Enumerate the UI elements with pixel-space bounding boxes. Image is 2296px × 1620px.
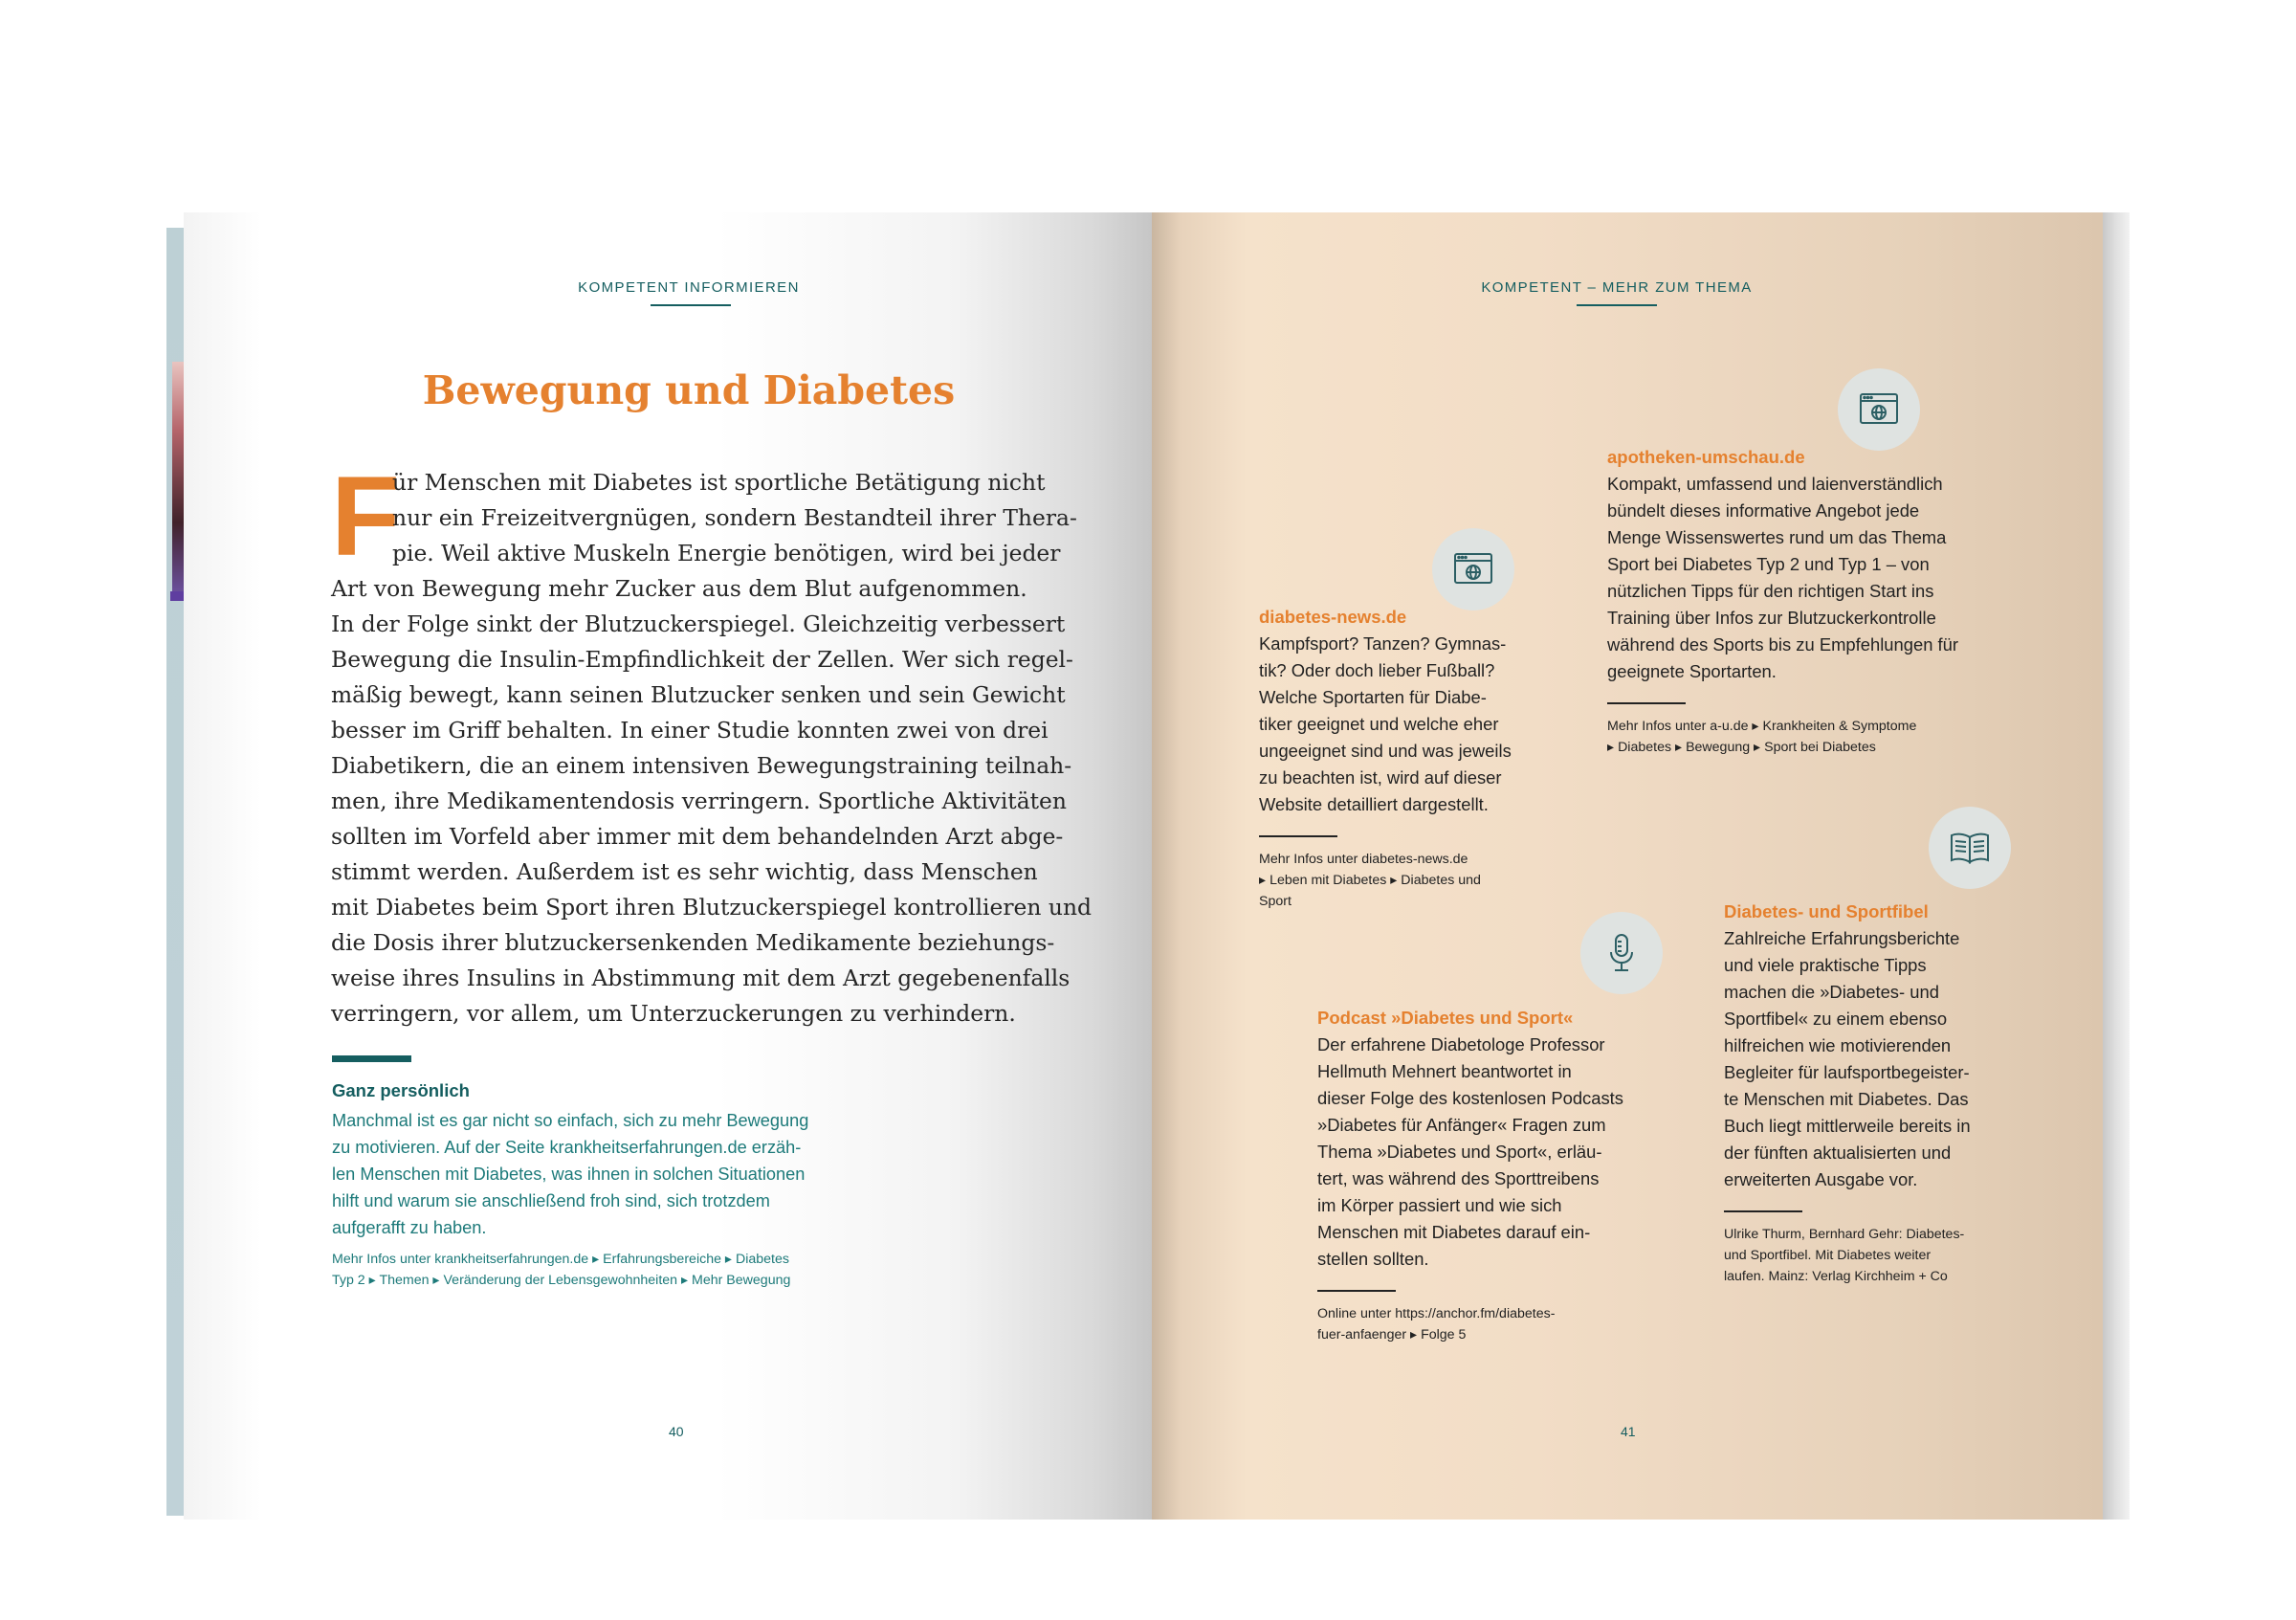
card-more-line: ▸ Diabetes ▸ Bewegung ▸ Sport bei Diabetes — [1607, 740, 1876, 755]
card-line: bündelt dieses informative Angebot jede — [1607, 500, 1920, 521]
card-more-line: Sport — [1259, 894, 1292, 909]
card-line: Training über Infos zur Blutzuckerkontrolle — [1607, 608, 1936, 628]
card-body — [1607, 471, 2047, 685]
box-line: aufgerafft zu haben. — [332, 1218, 487, 1237]
card-title: Podcast »Diabetes und Sport« — [1317, 1008, 1574, 1028]
body-line: nur ein Freizeitvergnügen, sondern Bestandteil ihrer Thera- — [392, 504, 1077, 531]
left-header-rule — [651, 304, 731, 306]
body-line: mäßig bewegt, kann seinen Blutzucker senken und sein Gewicht — [331, 681, 1066, 708]
card-line: dieser Folge des kostenlosen Podcasts — [1317, 1088, 1623, 1108]
book-edge-right — [2103, 212, 2130, 1520]
card-line: Kampfsport? Tanzen? Gymnas- — [1259, 633, 1507, 654]
card-line: der fünften aktualisierten und — [1724, 1143, 1952, 1163]
browser-globe-icon — [1432, 528, 1514, 610]
card-more-line: laufen. Mainz: Verlag Kirchheim + Co — [1724, 1269, 1948, 1284]
card-line: ungeeignet sind und was jeweils — [1259, 741, 1512, 761]
card-more-line: fuer-anfaenger ▸ Folge 5 — [1317, 1327, 1467, 1343]
page-edge-color-mark — [170, 591, 184, 601]
card-more-info — [1259, 849, 1565, 912]
drop-cap: F — [331, 454, 401, 580]
card-more-info — [1317, 1303, 1690, 1345]
resource-card-sportfibel — [1724, 899, 2040, 1287]
card-more-line: Mehr Infos unter diabetes-news.de — [1259, 852, 1468, 867]
box-more-line: Mehr Infos unter krankheitserfahrungen.de ▸ Erfahrungsbereiche ▸ Diabetes — [332, 1252, 789, 1267]
card-line: tert, was während des Sporttreibens — [1317, 1168, 1600, 1188]
card-line: Menge Wissenswertes rund um das Thema — [1607, 527, 1947, 547]
card-line: Kompakt, umfassend und laienverständlich — [1607, 474, 1943, 494]
resource-card-apotheken-umschau — [1607, 444, 2047, 758]
left-page-number: 40 — [669, 1424, 684, 1439]
page-edge-photo-strip — [172, 362, 184, 591]
article-body — [331, 454, 1092, 1032]
card-line: tiker geeignet und welche eher — [1259, 714, 1499, 734]
card-line: Buch liegt mittlerweile bereits in — [1724, 1116, 1971, 1136]
card-title: diabetes-news.de — [1259, 607, 1407, 627]
left-page-header: KOMPETENT INFORMIEREN — [578, 279, 800, 296]
card-more-line: und Sportfibel. Mit Diabetes weiter — [1724, 1248, 1932, 1263]
box-line: zu motivieren. Auf der Seite krankheitserfahrungen.de erzäh- — [332, 1138, 802, 1157]
card-line: Der erfahrene Diabetologe Professor — [1317, 1034, 1605, 1054]
card-more-line: Mehr Infos unter a-u.de ▸ Krankheiten & Symptome — [1607, 719, 1917, 734]
right-page-number: 41 — [1621, 1424, 1636, 1439]
box-line: hilft und warum sie anschließend froh sind, sich trotzdem — [332, 1191, 770, 1210]
body-line: die Dosis ihrer blutzuckersenkenden Medikamente beziehungs- — [331, 929, 1055, 956]
body-line: ür Menschen mit Diabetes ist sportliche Betätigung nicht — [392, 469, 1046, 496]
resource-card-diabetes-news — [1259, 604, 1565, 912]
card-title: Diabetes- und Sportfibel — [1724, 901, 1929, 921]
card-line: im Körper passiert und wie sich — [1317, 1195, 1562, 1215]
body-line: sollten im Vorfeld aber immer mit dem behandelnden Arzt abge- — [331, 823, 1064, 850]
card-line: nützlichen Tipps für den richtigen Start ins — [1607, 581, 1934, 601]
card-line: te Menschen mit Diabetes. Das — [1724, 1089, 1969, 1109]
body-line: mit Diabetes beim Sport ihren Blutzuckerspiegel kontrollieren und — [331, 894, 1092, 921]
book-edge-left — [166, 228, 184, 1516]
card-line: Thema »Diabetes und Sport«, erläu- — [1317, 1142, 1602, 1162]
box-line: len Menschen mit Diabetes, was ihnen in solchen Situationen — [332, 1165, 806, 1184]
card-line: »Diabetes für Anfänger« Fragen zum — [1317, 1115, 1606, 1135]
body-line: Bewegung die Insulin-Empfindlichkeit der Zellen. Wer sich regel- — [331, 646, 1073, 673]
card-line: und viele praktische Tipps — [1724, 955, 1927, 975]
box-more-line: Typ 2 ▸ Themen ▸ Veränderung der Lebensgewohnheiten ▸ Mehr Bewegung — [332, 1273, 791, 1288]
box-accent-rule — [332, 1055, 411, 1062]
box-text — [332, 1107, 906, 1241]
card-body — [1259, 631, 1565, 818]
right-page-header: KOMPETENT – MEHR ZUM THEMA — [1481, 279, 1753, 296]
card-line: hilfreichen wie motivierenden — [1724, 1035, 1952, 1055]
card-line: Begleiter für laufsportbegeister- — [1724, 1062, 1970, 1082]
card-rule — [1317, 1290, 1396, 1292]
card-line: Sport bei Diabetes Typ 2 und Typ 1 – von — [1607, 554, 1930, 574]
card-line: Welche Sportarten für Diabe- — [1259, 687, 1487, 707]
body-line: pie. Weil aktive Muskeln Energie benötigen, wird bei jeder — [392, 540, 1061, 566]
card-line: Zahlreiche Erfahrungsberichte — [1724, 928, 1960, 948]
card-line: geeignete Sportarten. — [1607, 661, 1777, 681]
card-rule — [1259, 835, 1337, 837]
card-line: machen die »Diabetes- und — [1724, 982, 1939, 1002]
card-line: Website detailliert dargestellt. — [1259, 794, 1489, 814]
box-line: Manchmal ist es gar nicht so einfach, sich zu mehr Bewegung — [332, 1111, 809, 1130]
card-line: Sportfibel« zu einem ebenso — [1724, 1009, 1948, 1029]
card-rule — [1724, 1210, 1802, 1212]
body-line: besser im Griff behalten. In einer Studie konnten zwei von drei — [331, 717, 1049, 743]
card-line: erweiterten Ausgabe vor. — [1724, 1169, 1918, 1189]
card-more-info — [1607, 716, 2047, 758]
card-more-line: Online unter https://anchor.fm/diabetes- — [1317, 1306, 1556, 1321]
body-line: men, ihre Medikamentendosis verringern. Sportliche Aktivitäten — [331, 788, 1067, 814]
body-line: stimmt werden. Außerdem ist es sehr wichtig, dass Menschen — [331, 858, 1038, 885]
card-more-line: ▸ Leben mit Diabetes ▸ Diabetes und — [1259, 873, 1481, 888]
card-more-line: Ulrike Thurm, Bernhard Gehr: Diabetes- — [1724, 1227, 1965, 1242]
card-line: stellen sollten. — [1317, 1249, 1429, 1269]
body-line: verringern, vor allem, um Unterzuckerungen zu verhindern. — [331, 1000, 1016, 1027]
microphone-icon — [1580, 912, 1663, 994]
article-title: Bewegung und Diabetes — [422, 367, 956, 413]
card-line: tik? Oder doch lieber Fußball? — [1259, 660, 1495, 680]
open-book-icon — [1929, 807, 2011, 889]
body-line: Art von Bewegung mehr Zucker aus dem Blut aufgenommen. — [331, 575, 1027, 602]
card-title: apotheken-umschau.de — [1607, 447, 1805, 467]
body-line: In der Folge sinkt der Blutzuckerspiegel. Gleichzeitig verbessert — [331, 610, 1066, 637]
box-title: Ganz persönlich — [332, 1080, 470, 1100]
right-header-rule — [1577, 304, 1657, 306]
card-body — [1317, 1032, 1690, 1273]
card-line: Menschen mit Diabetes darauf ein- — [1317, 1222, 1591, 1242]
card-body — [1724, 925, 2040, 1193]
card-more-info — [1724, 1224, 2040, 1287]
card-rule — [1607, 702, 1686, 704]
card-line: zu beachten ist, wird auf dieser — [1259, 767, 1502, 788]
body-line: Diabetikern, die an einem intensiven Bewegungstraining teilnah- — [331, 752, 1072, 779]
body-line: weise ihres Insulins in Abstimmung mit dem Arzt gegebenenfalls — [331, 965, 1071, 991]
card-line: Hellmuth Mehnert beantwortet in — [1317, 1061, 1572, 1081]
box-more-info — [332, 1249, 906, 1291]
card-line: während des Sports bis zu Empfehlungen für — [1607, 634, 1959, 655]
resource-card-podcast — [1317, 1005, 1690, 1345]
browser-globe-icon — [1838, 368, 1920, 451]
